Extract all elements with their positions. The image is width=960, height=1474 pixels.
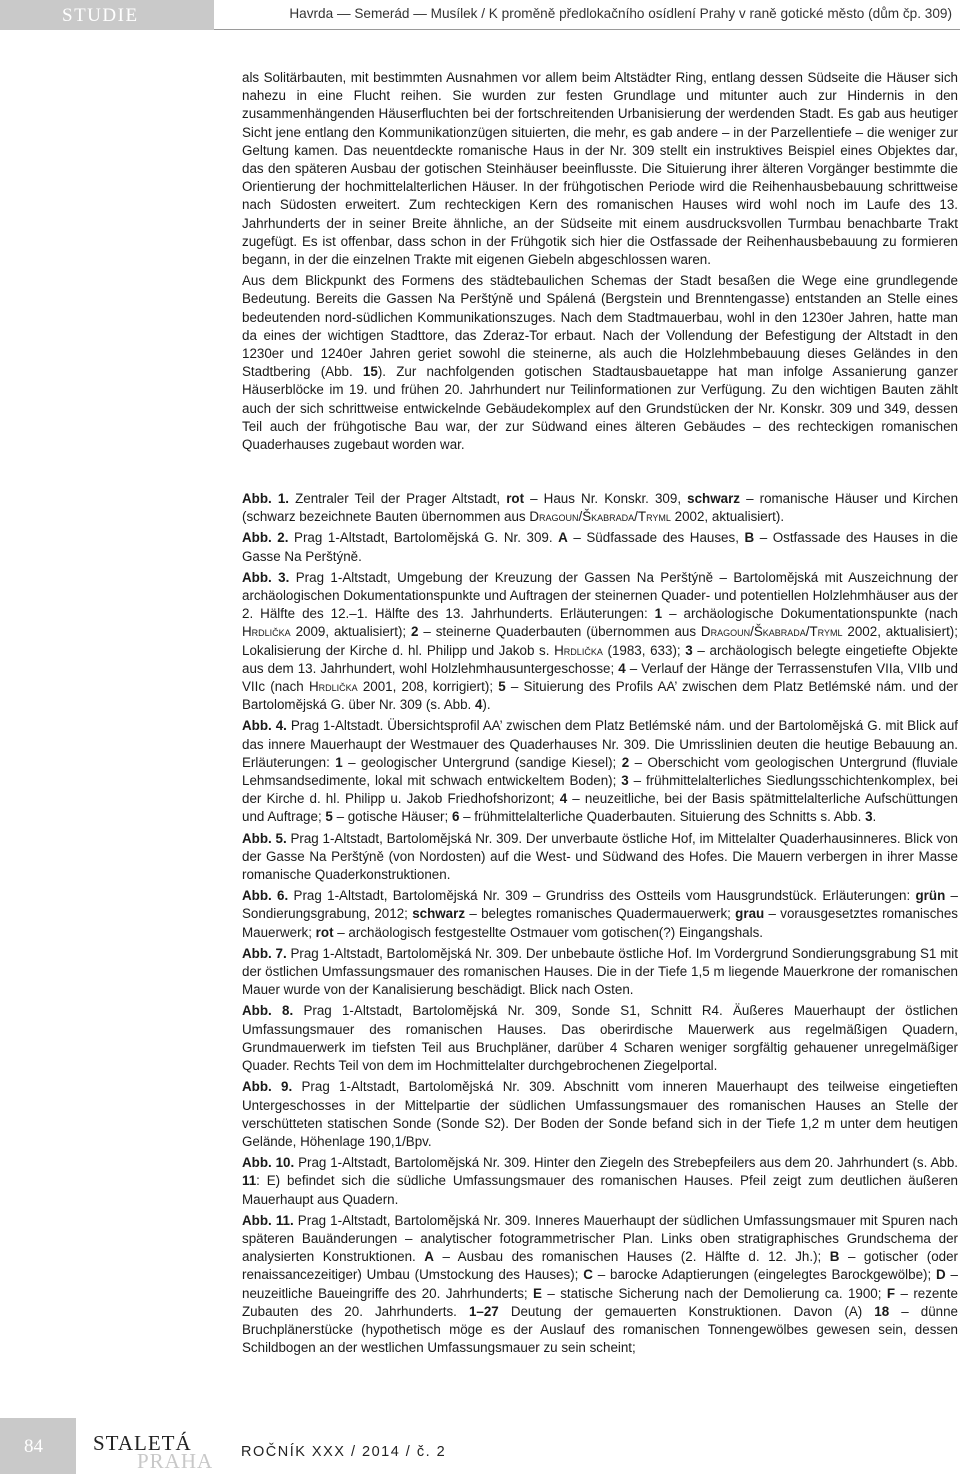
caption-abb-6 xyxy=(242,887,958,942)
volume-label: ROČNÍK XXX / 2014 / č. 2 xyxy=(241,1444,447,1460)
bold-text-run: 11 xyxy=(242,1173,257,1189)
text-run: – rezente Zubauten des 20. Jahrhunderts. xyxy=(242,1285,958,1319)
bold-text-run: 3 xyxy=(621,773,629,789)
text-run: – neuzeitliche, bei der Basis spätmittelalterliche Aufschüttungen und Auftrage; xyxy=(242,791,958,825)
text-run: – frühmittelalterliche Quaderbauten. Situierung des Schnitts s. Abb. xyxy=(459,809,866,825)
text-run: Aus dem Blickpunkt des Formens des städtebaulichen Schemas der Stadt besaßen die Wege eine grundlegende Bedeutung. Bereits die Gassen Na Perštýně und Spálená (Bergstein und Brenntengasse) entstanden an Stelle eines bedeutenden nord-südlichen Kommunikationszuges. Nach dem Stadtmauerbau, wohl in den 1230er Jahren, hatte man da eines der wichtigen Stadttore, das Zderaz-Tor erbaut. Nach der Vollendung der Befestigung der Altstadt in den 1230er und 1240er Jahren geriet sowohl die steinerne, als auch die Holzlehmbebauung dieses Geländes in den Stadtbering (Abb. xyxy=(242,273,958,380)
text-run: . xyxy=(872,809,877,825)
text-run: – steinerne Quaderbauten (übernommen aus xyxy=(418,624,701,640)
text-run: Prag 1-Altstadt, Bartolomějská Nr. 309. Hinter den Ziegeln des Strebepfeilers aus dem 20. Jahrhundert (s. Abb. xyxy=(294,1155,958,1171)
text-run: ). Zur nachfolgenden gotischen Stadtausbauetappe hat man infolge Assanierung ganzer Häuserblöcke im 19. und frühen 20. Jahrhundert nur Teilinformationen zur Verfügung. Zu den wichtigen Bauten zählt auch der sich schrittweise entwickelnde Gebäudekomplex auf den Grundstücken der Nr. Konskr. 309 und 349, dessen Teil auch der frühgotische Bau war, der zur Südwand eines älteren Gebäudes – des rechteckigen romanischen Quaderhauses zugebaut worden war. xyxy=(242,364,959,453)
bold-text-run: B xyxy=(829,1249,840,1265)
author-name-run: Dragoun/Škabrada/Tryml xyxy=(529,509,671,525)
text-run: Prag 1-Altstadt, Bartolomějská Nr. 309. Der unverbaute östliche Hof, im Mittelalter Quaderhausinneres. Blick von der Gasse Na Perštýně (von Nordosten) auf die West- und Südwand des Hofes. Die Mauern verbergen in ihrer Masse romanische Quaderkonstruktionen. xyxy=(242,830,959,883)
caption-abb-3 xyxy=(242,569,958,715)
text-run: – Südfassade des Hauses, xyxy=(567,530,745,546)
text-run: – archäologisch festgestellte Ostmauer vom gotischen(?) Eingangshals. xyxy=(333,924,763,940)
text-run: – geologischer Untergrund (sandige Kiesel); xyxy=(342,754,622,770)
text-run: – archäologische Dokumentationspunkte (nach xyxy=(662,606,958,622)
body-paragraph-2 xyxy=(242,272,958,454)
text-run: 2002, aktualisiert); Lokalisierung der Kirche d. hl. Philipp und Jakob s. xyxy=(242,624,958,658)
main-text xyxy=(242,69,958,457)
author-name-run: Hrdlička xyxy=(308,679,358,695)
bold-text-run: 4 xyxy=(618,660,626,676)
page-number: 84 xyxy=(24,1436,43,1457)
bold-text-run: A xyxy=(424,1249,434,1265)
text-run: 2002, aktualisiert). xyxy=(670,509,785,525)
text-run: Prag 1-Altstadt, Bartolomějská Nr. 309. Abschnitt vom inneren Mauerhaupt des teilweise eingetieften Untergeschosses in der Mittelpartie der südlichen Umfassungsmauer des romanischen Hauses an Stelle der verschütteten statischen Sonde (Sonde S2). Der Boden der Sonde befand sich in der Tiefe 1,2 m unter dem heutigen Gelände, Höhenlage 190,1/Bpv. xyxy=(242,1079,959,1149)
bold-text-run: 18 xyxy=(874,1303,890,1319)
bold-text-run: grau xyxy=(735,906,765,922)
caption-abb-11 xyxy=(242,1212,958,1358)
caption-abb-9 xyxy=(242,1078,958,1151)
journal-logo-line-2: PRAHA xyxy=(137,1449,214,1473)
bold-text-run: 2 xyxy=(411,624,419,640)
caption-abb-8 xyxy=(242,1002,958,1075)
text-run: – gotischer (oder renaissancezeitiger) Umbau (Umstockung des Hauses); xyxy=(242,1249,959,1283)
author-name-run: Hrdlička xyxy=(242,624,291,640)
text-run: – statische Sicherung nach der Demolierung ca. 1900; xyxy=(541,1285,887,1301)
journal-logo-line-1: STALETÁ xyxy=(93,1431,192,1455)
text-run: ). xyxy=(482,697,491,713)
bold-text-run: 4 xyxy=(474,697,483,713)
section-label: STUDIE xyxy=(62,5,139,26)
bold-text-run: A xyxy=(558,530,568,546)
text-run: Deutung der gemauerten Konstruktionen. Davon (A) xyxy=(498,1303,875,1319)
bold-text-run: grün xyxy=(915,888,946,904)
bold-text-run: Abb. 2. xyxy=(242,530,289,546)
bold-text-run: 4 xyxy=(559,791,568,807)
caption-abb-5 xyxy=(242,830,958,885)
figure-captions xyxy=(242,490,958,1360)
page-header xyxy=(0,0,960,30)
bold-text-run: Abb. 9. xyxy=(242,1079,293,1095)
body-paragraph-1 xyxy=(242,69,958,269)
caption-abb-7 xyxy=(242,945,958,1000)
text-run: Prag 1-Altstadt, Bartolomějská Nr. 309. Inneres Mauerhaupt der südlichen Umfassungsmauer mit Spuren nach späteren Bauänderungen – analytischer fotogrammetrischer Plan. Links oben stratigraphisches Grundschema der analysierten Konstruktionen. xyxy=(242,1212,958,1265)
bold-text-run: 3 xyxy=(685,642,693,658)
caption-abb-10 xyxy=(242,1154,958,1209)
bold-text-run: Abb. 11. xyxy=(242,1212,294,1228)
text-run: – barocke Adaptierungen (eingelegtes Barockgewölbe); xyxy=(592,1267,937,1283)
bold-text-run: F xyxy=(886,1285,896,1301)
text-run: – romanische Häuser und Kirchen (schwarz bezeichnete Bauten übernommen aus xyxy=(242,491,959,525)
text-run: – neuzeitliche Baueingriffe des 20. Jahrhunderts; xyxy=(242,1267,958,1301)
text-run: Prag 1-Altstadt, Bartolomějská G. Nr. 309. xyxy=(288,530,559,546)
text-run: Prag 1-Altstadt, Bartolomějská Nr. 309. Der unbebaute östliche Hof. Im Vordergrund Sondierungsgrabung S1 mit der östlichen Umfassungsmauer des romanischen Hauses. Die in der Tiefe 1,5 m liegende Mauerkrone der romanischen Mauer wurde von der Kanalisierung beschädigt. Blick nach Osten. xyxy=(242,945,958,998)
page-number-box xyxy=(0,1418,76,1474)
bold-text-run: 2 xyxy=(621,754,630,770)
bold-text-run: 1–27 xyxy=(468,1303,499,1319)
text-run: – Situierung des Profils AA’ zwischen dem Platz Betlémské nám. und der Bartolomějská G. über Nr. 309 (s. Abb. xyxy=(242,679,958,713)
section-tab xyxy=(0,0,214,30)
bold-text-run: E xyxy=(533,1285,542,1301)
text-run: – Ausbau des romanischen Hauses (2. Hälfte d. 12. Jh.); xyxy=(433,1249,830,1265)
text-run: – Ostfassade des Hauses in die Gasse Na Perštýně. xyxy=(242,530,958,564)
bold-text-run: Abb. 8. xyxy=(242,1003,294,1019)
bold-text-run: 5 xyxy=(498,679,506,695)
text-run: 2009, aktualisiert); xyxy=(290,624,412,640)
text-run: – gotische Häuser; xyxy=(332,809,452,825)
text-run: (1983, 633); xyxy=(602,642,686,658)
text-run: Zentraler Teil der Prager Altstadt, xyxy=(289,491,507,506)
bold-text-run: Abb. 6. xyxy=(242,888,289,904)
text-run: 2001, 208, korrigiert); xyxy=(357,679,499,695)
bold-text-run: rot xyxy=(315,924,334,940)
bold-text-run: 15 xyxy=(362,364,378,380)
text-run: – Verlauf der Hänge der Terrassenstufen VIIa, VIIb und VIIc (nach xyxy=(242,660,958,695)
text-run: – dünne Bruchplänerstücke (hypothetisch möge es der Auslauf des romanischen Tonnengewölbes gewesen sein, dessen Schildbogen an der westlichen Umfassungsmauer zu sein scheint; xyxy=(242,1303,959,1356)
text-run: Prag 1-Altstadt, Umgebung der Kreuzung der Gassen Na Perštýně – Bartolomějská mit Auszeichnung der archäologischen Dokumentationspunkte und Auftragen der steinernen Quader- und potentiellen Holzlehmhäuser aus der 2. Hälfte des 12.–1. Hälfte des 13. Jahrhunderts. Erläuterungen: xyxy=(242,569,958,622)
bold-text-run: schwarz xyxy=(412,906,466,922)
text-run: – Haus Nr. Konskr. 309, xyxy=(524,491,688,506)
text-run: : E) befindet sich die südliche Umfassungsmauer des romanischen Hauses. Pfeil zeigt zum deutlichen äußeren Mauerhaupt aus Quadern. xyxy=(242,1173,958,1207)
bold-text-run: 6 xyxy=(451,809,460,825)
bold-text-run: C xyxy=(583,1267,593,1283)
caption-abb-4 xyxy=(242,717,958,826)
bold-text-run: Abb. 4. xyxy=(242,718,287,734)
text-run: – frühmittelalterliches Siedlungsschichtenkomplex, bei der Kirche d. hl. Philipp u. Jakob Friedhofshorizont; xyxy=(242,773,959,807)
header-rule xyxy=(214,29,960,30)
bold-text-run: 1 xyxy=(654,606,663,622)
text-run: Prag 1-Altstadt, Bartolomějská Nr. 309, Sonde S1, Schnitt R4. Äußeres Mauerhaupt der östlichen Umfassungsmauer des romanischen Hauses. Das oberirdische Mauerwerk aus regelmäßigen Quadern, Grundmauerwerk im tiefsten Teil aus Bruchpläner, darüber 4 Scharen weniger sorgfältig gehauener unregelmäßiger Quader. Rechts Teil von dem im Hochmittelalter durchgebrochenen Ziegelportal. xyxy=(242,1003,958,1074)
text-run: – Oberschicht vom geologischen Untergrund (fluviale Lehmsandsedimente, lokal mit schwach entwickeltem Boden); xyxy=(242,754,958,789)
caption-abb-1 xyxy=(242,490,958,526)
bold-text-run: Abb. 3. xyxy=(242,569,290,585)
author-name-run: Hrdlička xyxy=(554,642,603,658)
text-run: – archäologisch belegte eingetiefte Objekte aus dem 13. Jahrhundert, wohl Holzlehmhausuntergeschosse; xyxy=(242,642,958,676)
bold-text-run: D xyxy=(936,1267,946,1283)
running-title: Havrda — Semerád — Musílek / K proměně předlokačního osídlení Prahy v raně gotické město (dům čp. 309) xyxy=(289,6,952,21)
bold-text-run: Abb. 10. xyxy=(242,1155,295,1171)
text-run: als Solitärbauten, mit bestimmten Ausnahmen vor allem beim Altstädter Ring, entlang dessen Südseite die Häuser sich nahezu in eine Flucht reihen. Sie wurden zur festen Grundlage und mitunter auch zur Hindernis in den zusammenhängenden Häuserfluchten bei der fortschreitenden Urbanisierung der werdenden Stadt. Es gab aus heutiger Sicht jene entlang den Kommunikationzügen situierten, die mehr, es gab andere – in der Parzellentiefe – die weniger zur Geltung kamen. Das neuentdeckte romanische Haus in der Nr. 309 stellt ein instruktives Beispiel eines Objektes dar, das den späteren Ausbau der gotischen Steinhäuser beeinflusste. Die Situierung ihrer älteren Vorgänger bestimmte die Orientierung der hochmittelalterlichen Häuser. In der frühgotischen Periode wird die Reihenhausbebauung schrittweise nach Südosten erweitert. Zum rechteckigen Kern des romanischen Hauses wird wohl noch im Laufe des 13. Jahrhunderts der in seiner Breite ähnliche, an der Südseite mit einem ausdrucksvollen Turmbau benachbarte Trakt zugefügt. Es ist offenbar, dass schon in der Frühgotik sich hier die Ostfassade der Reihenhausbebauung zu formieren begann, in der die einzelnen Trakte mit eigenen Giebeln abgeschlossen waren. xyxy=(242,70,958,268)
bold-text-run: 5 xyxy=(325,809,333,825)
page-footer xyxy=(0,1418,960,1474)
bold-text-run: 1 xyxy=(335,754,343,770)
bold-text-run: B xyxy=(744,530,755,546)
bold-text-run: Abb. 5. xyxy=(242,830,287,846)
author-name-run: Dragoun/Škabrada/Tryml xyxy=(700,624,843,640)
bold-text-run: Abb. 1. xyxy=(242,491,290,506)
text-run: Prag 1-Altstadt. Übersichtsprofil AA’ zwischen dem Platz Betlémské nám. und der Bartolomějská G. mit Blick auf das innere Mauerhaupt der Westmauer des Quaderhauses Nr. 309. Die Umrisslinien deuten die heutige Bebauung an. Erläuterungen: xyxy=(242,718,959,770)
text-run: – belegtes romanisches Quadermauerwerk; xyxy=(465,906,736,922)
caption-abb-2 xyxy=(242,529,958,565)
text-run: Prag 1-Altstadt, Bartolomějská Nr. 309 – Grundriss des Ostteils vom Hausgrundstück. Erläuterungen: xyxy=(288,888,916,904)
bold-text-run: schwarz xyxy=(687,491,740,506)
text-run: – vorausgesetztes romanisches Mauerwerk; xyxy=(242,906,958,940)
bold-text-run: Abb. 7. xyxy=(242,945,287,961)
bold-text-run: 3 xyxy=(865,809,873,825)
bold-text-run: rot xyxy=(506,491,525,506)
text-run: – Sondierungsgrabung, 2012; xyxy=(242,888,959,922)
